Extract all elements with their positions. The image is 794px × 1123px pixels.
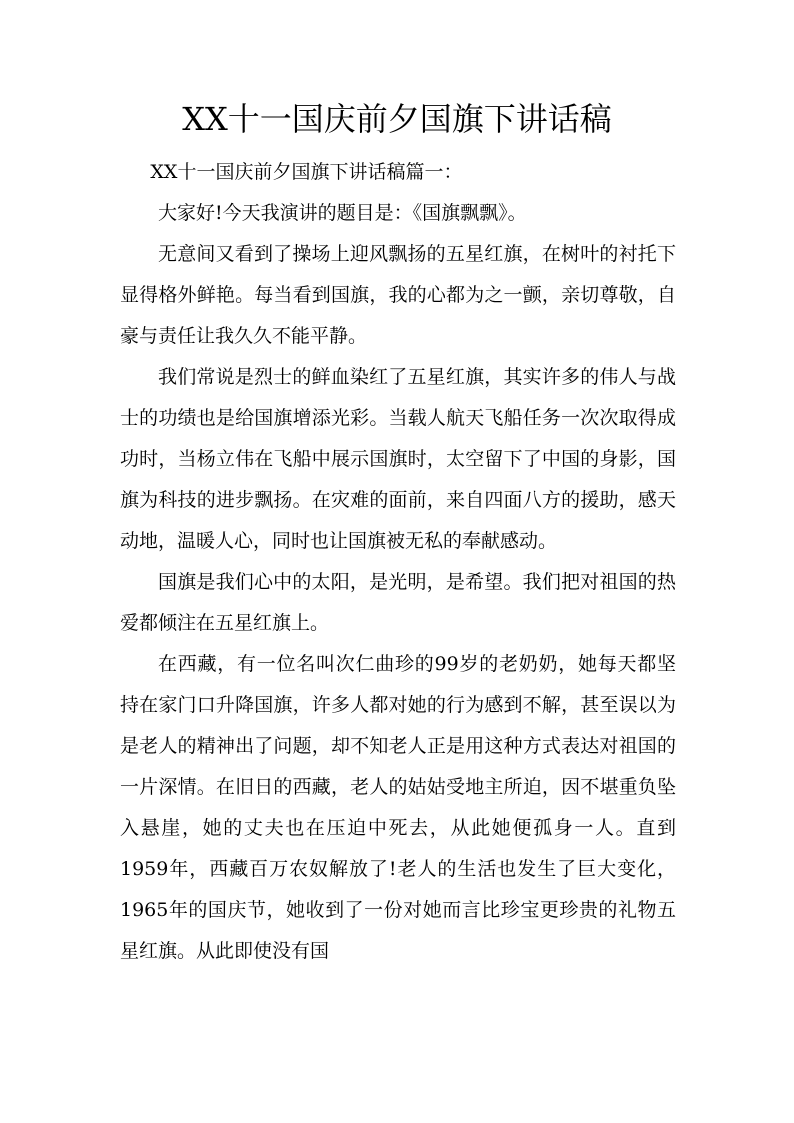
paragraph-sun: 国旗是我们心中的太阳，是光明，是希望。我们把对祖国的热爱都倾注在五星红旗上。 — [120, 571, 676, 634]
paragraph-heroes: 我们常说是烈士的鲜血染红了五星红旗，其实许多的伟人与战士的功绩也是给国旗增添光彩。当载人航天飞船任务一次次取得成功时，当杨立伟在飞船中展示国旗时，太空留下了中国的身影，国旗为科技的进步飘扬。在灾难的面前，来自四面八方的援助，感天动地，温暖人心，同时也让国旗被无私的奉献感动。 — [120, 366, 676, 552]
document-title: XX十一国庆前夕国旗下讲话稿 — [182, 100, 612, 138]
section-heading: XX十一国庆前夕国旗下讲话稿篇一： — [150, 161, 463, 183]
paragraph-greeting: 大家好!今天我演讲的题目是：《国旗飘飘》。 — [158, 202, 527, 224]
paragraph-flag-view: 无意间又看到了操场上迎风飘扬的五星红旗，在树叶的衬托下显得格外鲜艳。每当看到国旗，我的心都为之一颤，亲切尊敬，自豪与责任让我久久不能平静。 — [120, 243, 676, 347]
document-body — [120, 152, 676, 972]
paragraph-tibet-story: 在西藏，有一位名叫次仁曲珍的99岁的老奶奶，她每天都坚持在家门口升降国旗，许多人都对她的行为感到不解，甚至误以为是老人的精神出了问题，却不知老人正是用这种方式表达对祖国的一片深情。在旧日的西藏，老人的姑姑受地主所迫，因不堪重负坠入悬崖，她的丈夫也在压迫中死去，从此她便孤身一人。直到 1959年，西藏百万农奴解放了!老人的生活也发生了巨大变化，1965年的国庆节，她收到了一份对她而言比珍宝更珍贵的礼物五星红旗。从此即使没有国 — [120, 653, 676, 962]
